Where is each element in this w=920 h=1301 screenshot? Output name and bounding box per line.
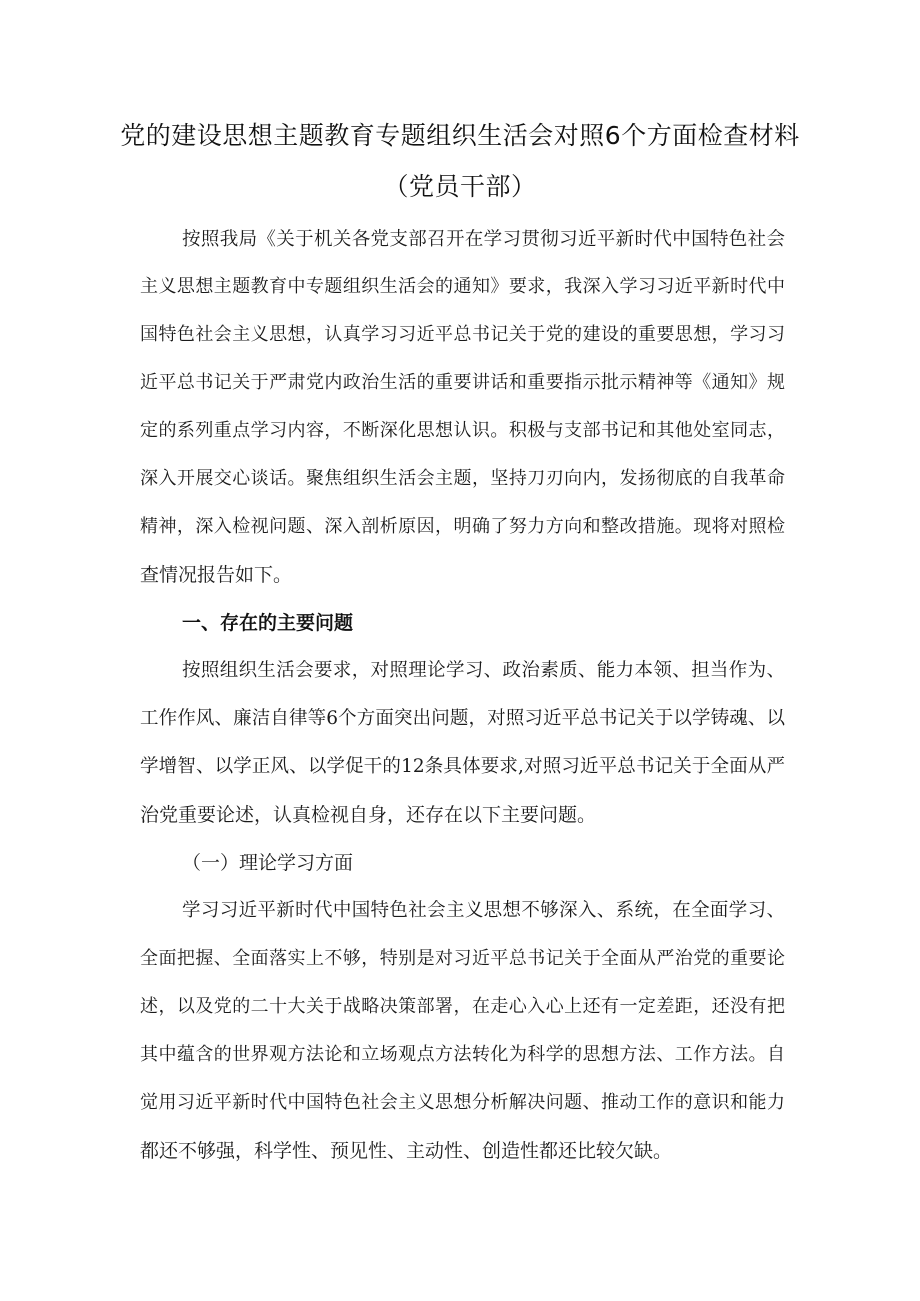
paragraph-line: 近平总书记关于严肃党内政治生活的重要讲话和重要指示批示精神等《通知》规 (140, 372, 785, 393)
paragraph-line: 治党重要论述，认真检视自身，还存在以下主要问题。 (140, 804, 597, 826)
subsection-heading: （一）理论学习方面 (182, 852, 354, 874)
document-subtitle: （党员干部） (383, 172, 537, 201)
paragraph-line: 按照我局《关于机关各党支部召开在学习贯彻习近平新时代中国特色社会 (182, 229, 785, 250)
paragraph-line: 其中蕴含的世界观方法论和立场观点方法转化为科学的思想方法、工作方法。自 (140, 1044, 785, 1065)
document-title: 党的建设思想主题教育专题组织生活会对照6个方面检查材料 (120, 121, 800, 150)
paragraph-line: 学习习近平新时代中国特色社会主义思想不够深入、系统，在全面学习、 (182, 900, 785, 921)
paragraph-line: 主义思想主题教育中专题组织生活会的通知》要求，我深入学习习近平新时代中 (140, 276, 785, 297)
paragraph-line: 按照组织生活会要求，对照理论学习、政治素质、能力本领、担当作为、 (182, 660, 785, 681)
paragraph-line: 国特色社会主义思想，认真学习习近平总书记关于党的建设的重要思想，学习习 (140, 324, 785, 345)
paragraph-line: 觉用习近平新时代中国特色社会主义思想分析解决问题、推动工作的意识和能力 (140, 1092, 785, 1113)
paragraph-line: 深入开展交心谈话。聚焦组织生活会主题，坚持刀刃向内，发扬彻底的自我革命 (140, 468, 785, 489)
paragraph-line: 精神，深入检视问题、深入剖析原因，明确了努力方向和整改措施。现将对照检 (140, 516, 785, 537)
paragraph-line: 述，以及党的二十大关于战略决策部署，在走心入心上还有一定差距，还没有把 (140, 996, 785, 1017)
paragraph-line: 全面把握、全面落实上不够，特别是对习近平总书记关于全面从严治党的重要论 (140, 948, 785, 969)
paragraph-line: 都还不够强，科学性、预见性、主动性、创造性都还比较欠缺。 (140, 1140, 673, 1162)
paragraph-line: 学增智、以学正风、以学促干的12条具体要求,对照习近平总书记关于全面从严 (140, 756, 785, 777)
paragraph-line: 定的系列重点学习内容，不断深化思想认识。积极与支部书记和其他处室同志， (140, 420, 785, 441)
section-heading: 一、存在的主要问题 (182, 612, 354, 634)
paragraph-line: 查情况报告如下。 (140, 564, 293, 586)
paragraph-line: 工作作风、廉洁自律等6个方面突出问题，对照习近平总书记关于以学铸魂、以 (140, 708, 785, 729)
